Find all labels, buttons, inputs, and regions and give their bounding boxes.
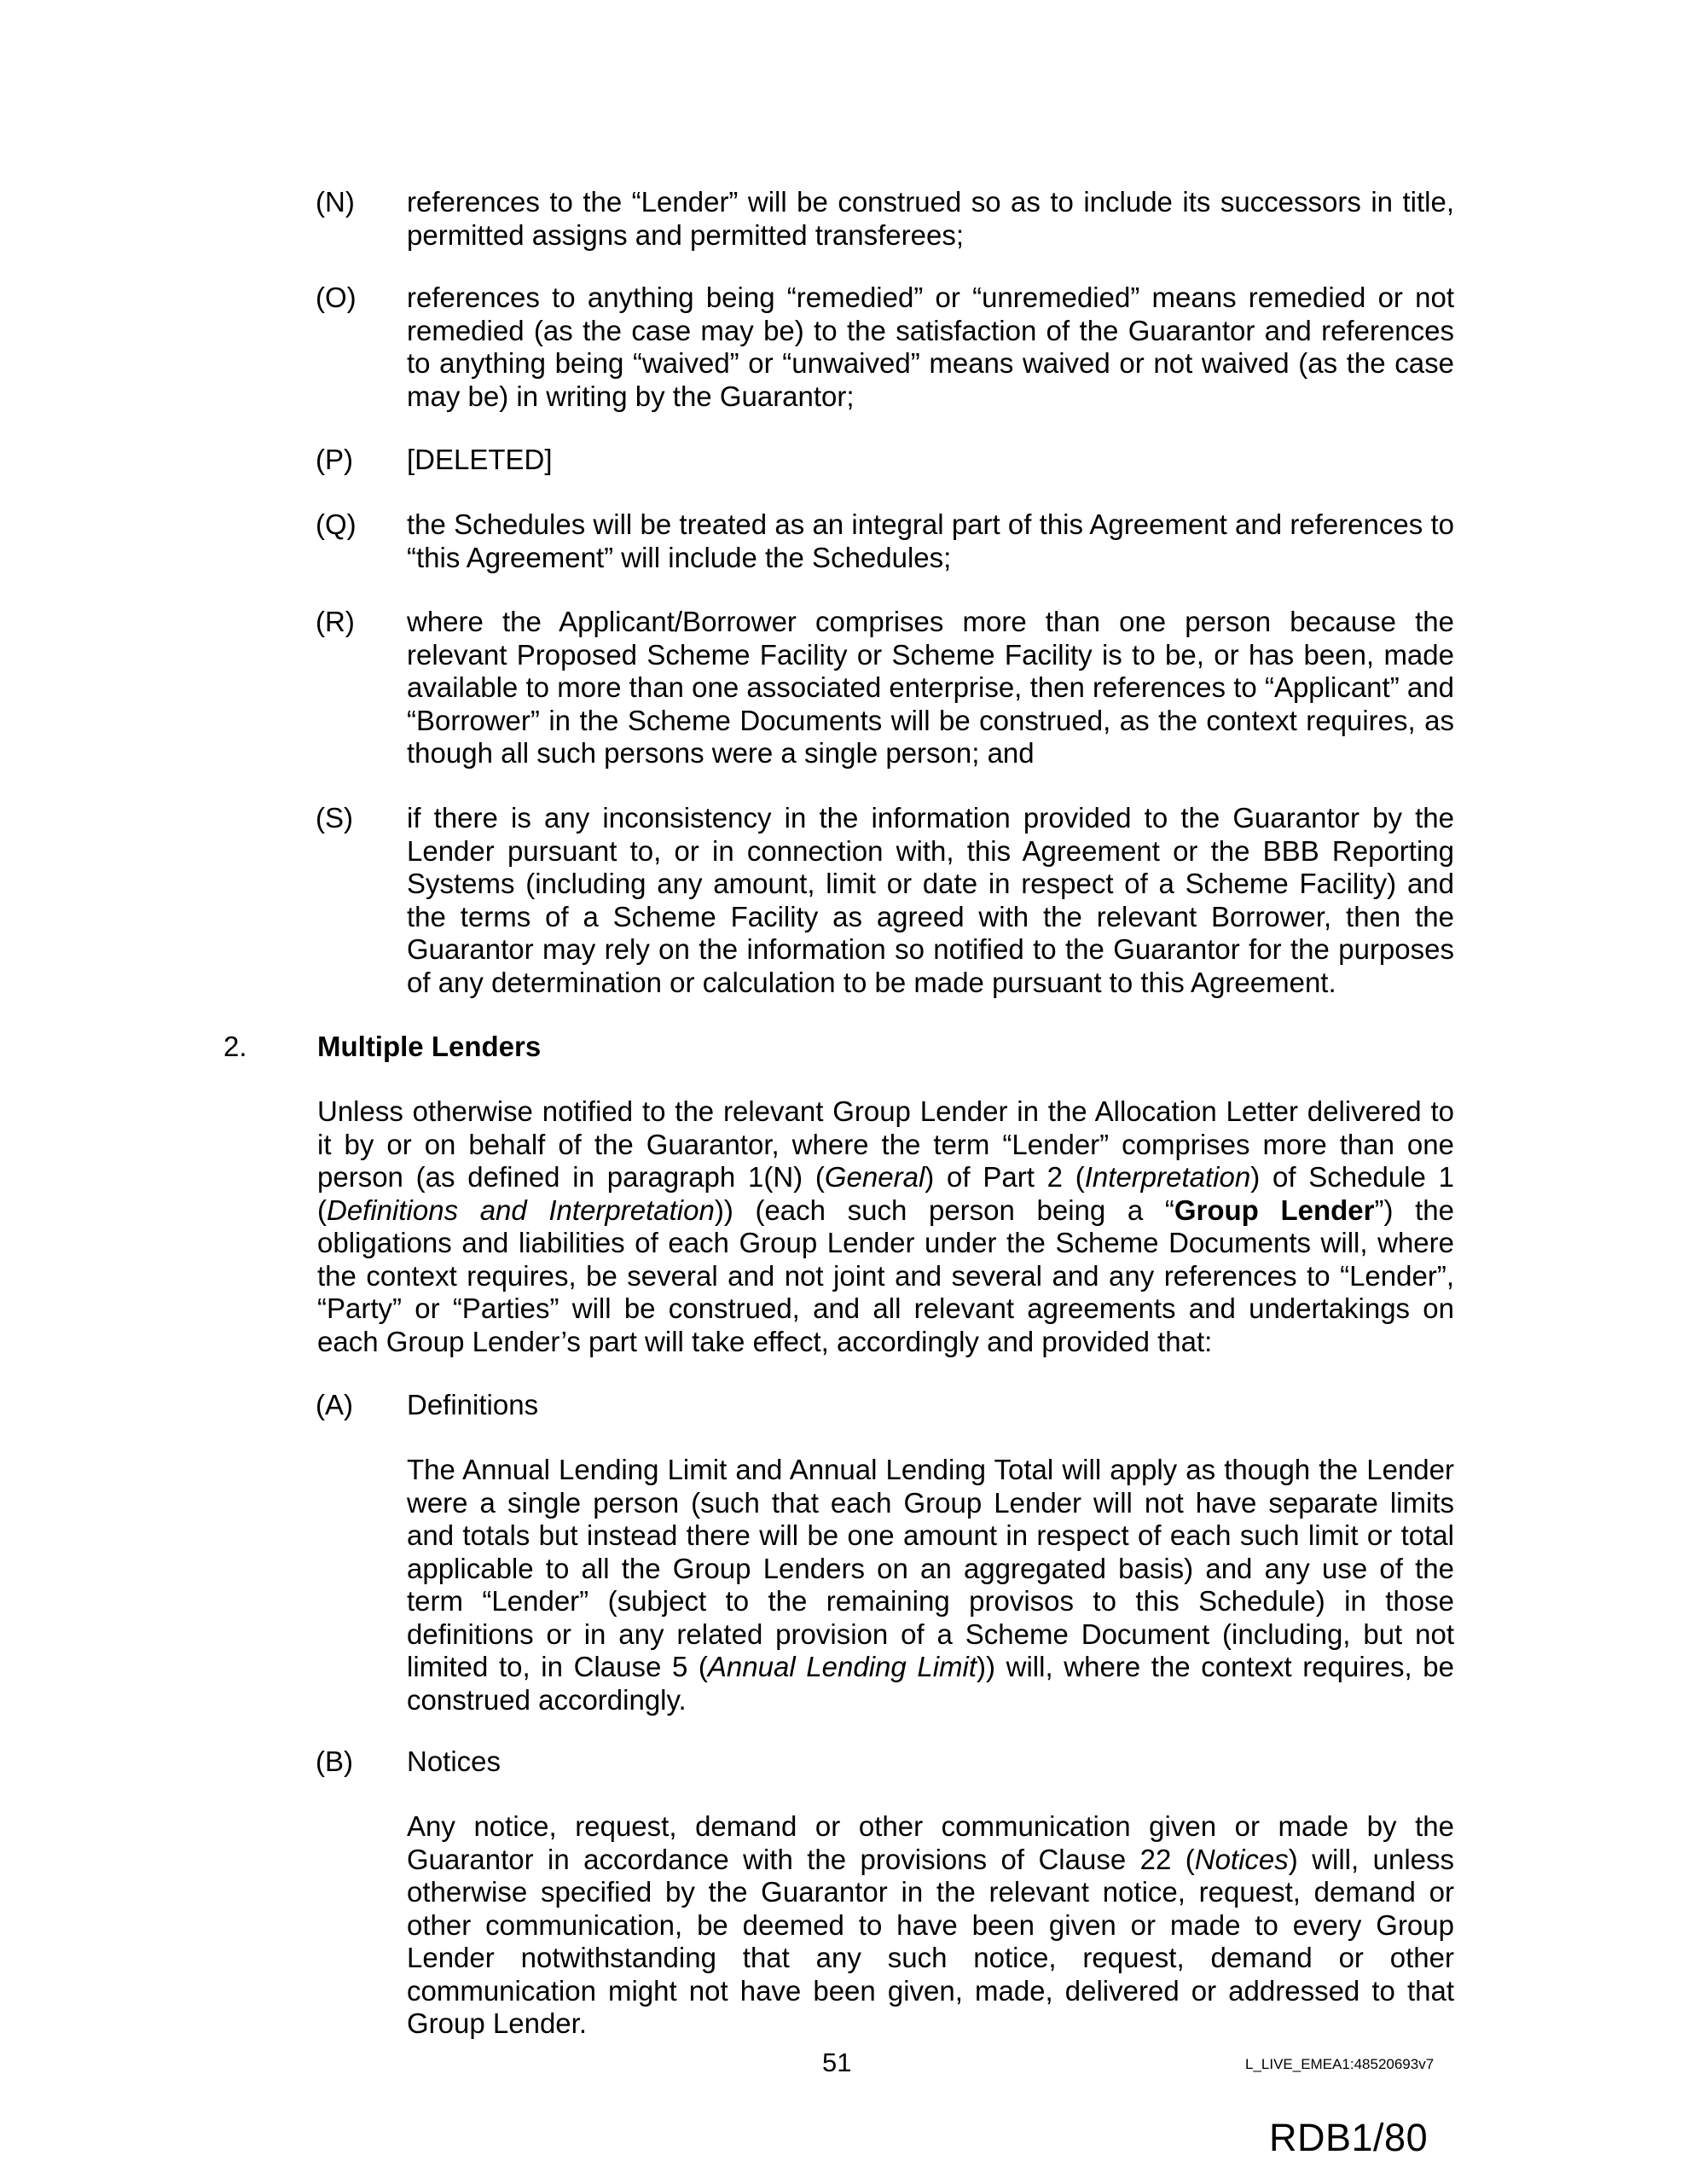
page-stamp: RDB1/80 (1269, 2116, 1429, 2159)
subsection-paragraph: Any notice, request, demand or other communication given or made by the Guarantor in accordance with the provisions of Clause 22 (Notices) will, unless otherwise specified by the Guarantor in the relevant notice, request, demand or other communication, be deemed to have been given or made to every Group Lender notwithstanding that any such notice, request, demand or other communication might not have been given, made, delivered or addressed to that Group Lender. (407, 1810, 1454, 2039)
item-text: the Schedules will be treated as an integral part of this Agreement and references to “this Agreement” will include the Schedules; (407, 508, 1454, 573)
italic-ref-annual-lending-limit: Annual Lending Limit (707, 1651, 977, 1682)
item-text: [DELETED] (407, 444, 553, 475)
item-label: (S) (316, 802, 353, 834)
section-title: Multiple Lenders (317, 1031, 542, 1062)
subsection-heading: Definitions (407, 1389, 539, 1420)
item-label: (Q) (316, 508, 357, 540)
item-label: (O) (316, 282, 357, 313)
italic-ref-general: General (824, 1161, 925, 1193)
item-text: if there is any inconsistency in the information provided to the Guarantor by the Lender pursuant to, or in connection with, this Agreement or the BBB Reporting Systems (including any amount, limit or date in respect of a Scheme Facility) and the terms of a Scheme Facility as agreed with the relevant Borrower, then the Guarantor may rely on the information so notified to the Guarantor for the purposes of any determination or calculation to be made pursuant to this Agreement. (407, 802, 1454, 998)
subsection-label: (A) (316, 1389, 353, 1420)
section-intro-paragraph: Unless otherwise notified to the relevant Group Lender in the Allocation Letter delivered to it by or on behalf of the Guarantor, where the term “Lender” comprises more than one person (as defined in paragraph 1(N) (General) of Part 2 (Interpretation) of Schedule 1 (Definitions and Interpretation)) (each such person being a “Group Lender”) the obligations and liabilities of each Group Lender under the Scheme Documents will, where the context requires, be several and not joint and several and any references to “Lender”, “Party” or “Parties” will be construed, and all relevant agreements and undertakings on each Group Lender’s part will take effect, accordingly and provided that: (317, 1095, 1454, 1357)
italic-ref-notices: Notices (1194, 1843, 1289, 1875)
subsection-label: (B) (316, 1745, 353, 1777)
item-label: (P) (316, 444, 353, 475)
item-text: references to anything being “remedied” or “unremedied” means remedied or not remedied (as the case may be) to the satisfaction of the Guarantor and references to anything being “waived” or “unwaived” means waived or not waived (as the case may be) in writing by the Guarantor; (407, 282, 1454, 412)
italic-ref-interpretation: Interpretation (1084, 1161, 1251, 1193)
item-label: (N) (316, 186, 355, 218)
section-number: 2. (223, 1031, 247, 1062)
defined-term-group-lender: Group Lender (1174, 1194, 1375, 1226)
italic-ref-definitions: Definitions and Interpretation (327, 1194, 715, 1226)
item-text: where the Applicant/Borrower comprises more than one person because the relevant Proposed Scheme Facility or Scheme Facility is to be, or has been, made available to more than one associated enterprise, then references to “Applicant” and “Borrower” in the Scheme Documents will be construed, as the context requires, as though all such persons were a single person; and (407, 606, 1454, 769)
page-number: 51 (822, 2048, 852, 2077)
item-text: references to the “Lender” will be construed so as to include its successors in title, permitted assigns and permitted transferees; (407, 186, 1454, 251)
subsection-heading: Notices (407, 1745, 501, 1777)
document-reference: L_LIVE_EMEA1:48520693v7 (1245, 2056, 1435, 2072)
subsection-paragraph: The Annual Lending Limit and Annual Lending Total will apply as though the Lender were a single person (such that each Group Lender will not have separate limits and totals but instead there will be one amount in respect of each such limit or total applicable to all the Group Lenders on an aggregated basis) and any use of the term “Lender” (subject to the remaining provisos to this Schedule) in those definitions or in any related provision of a Scheme Document (including, but not limited to, in Clause 5 (Annual Lending Limit)) will, where the context requires, be construed accordingly. (407, 1454, 1455, 1716)
item-label: (R) (316, 606, 355, 637)
